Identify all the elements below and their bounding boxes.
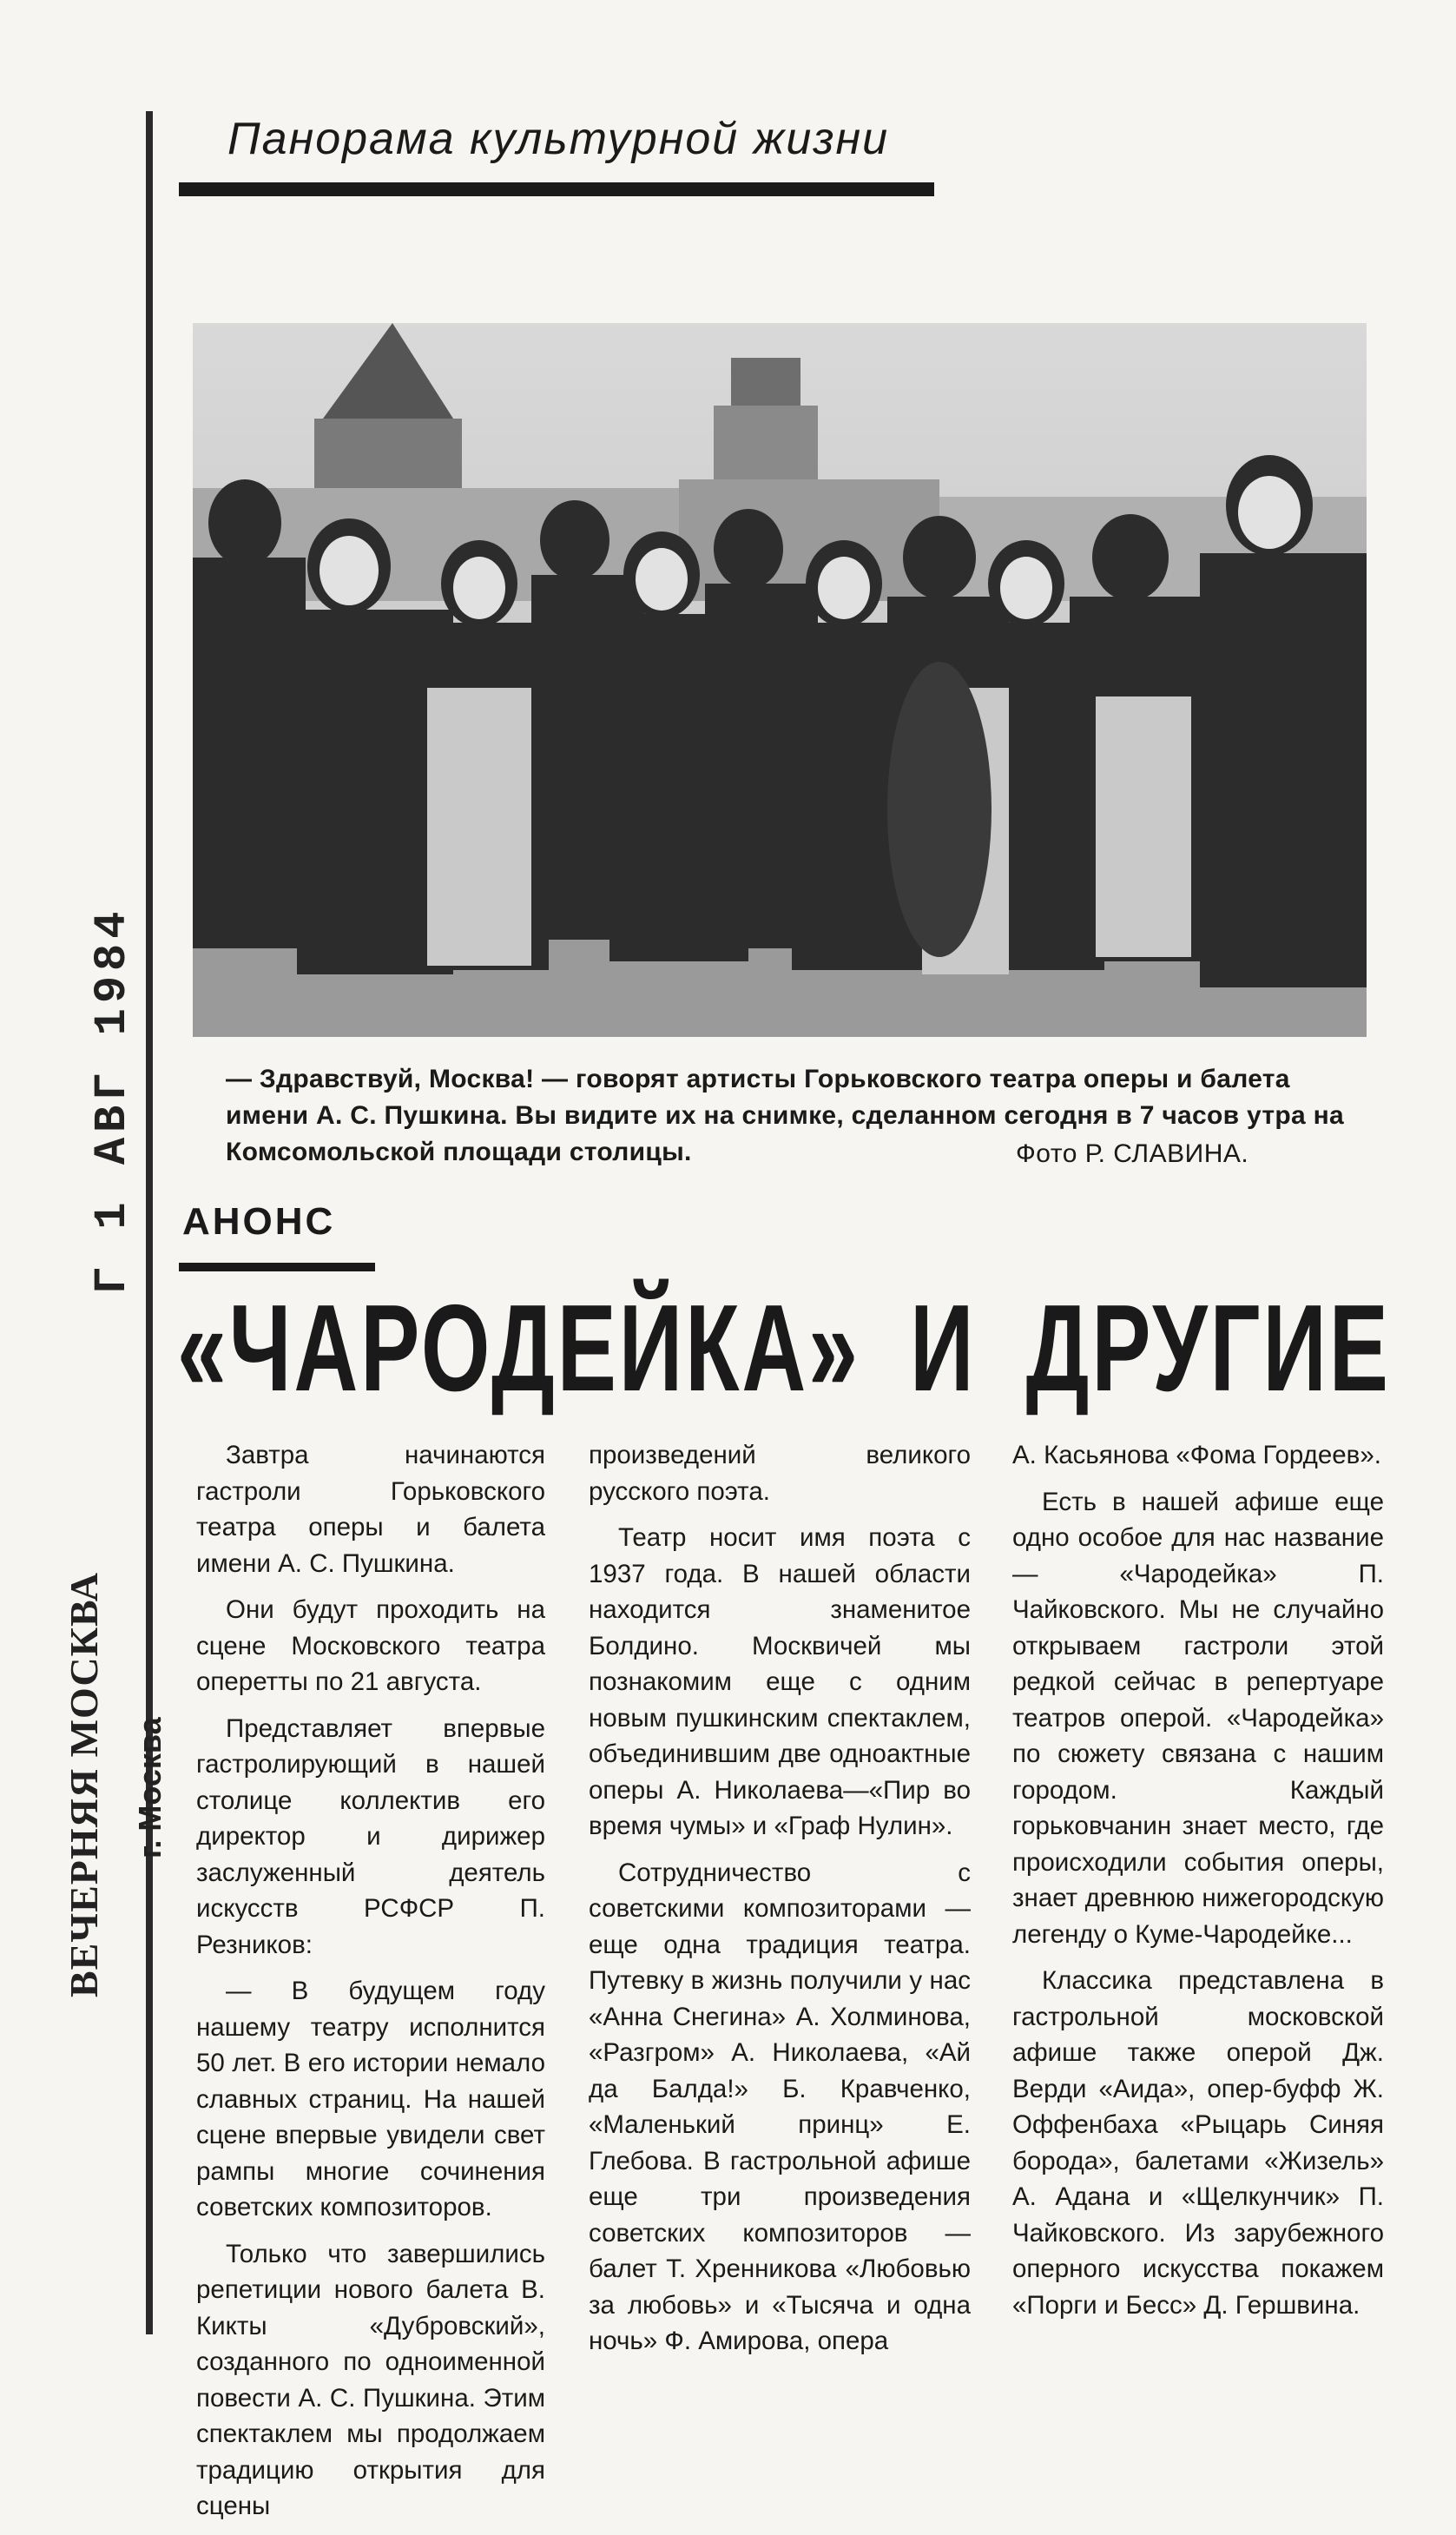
paragraph: Театр носит имя поэта с 1937 года. В нашей области находится знаменитое Болдино. Москвичей мы познакомим еще с одним новым пушкинским спектаклем, объединившим две одноактные оперы А. Николаева—«Пир во время чумы» и «Граф Нулин».	[589, 1523, 971, 1840]
paragraph: Завтра начинаются гастроли Горьковского театра оперы и балета имени А. С. Пушкина.	[196, 1441, 545, 1578]
section-rubric: Панорама культурной жизни	[227, 114, 890, 164]
paragraph: Они будут проходить на сцене Московского театра оперетты по 21 августа.	[196, 1595, 545, 1696]
kicker-underline	[179, 1263, 375, 1271]
rubric-underline	[179, 182, 934, 196]
paragraph: Есть в нашей афише еще одно особое для нас название — «Чародейка» П. Чайковского. Мы не случайно открываем гастроли этой редкой сейчас в репертуаре театров оперой. «Чародейка» по сюжету связана с нашим городом. Каждый горьковчанин знает место, где происходили события оперы, знает древнюю нижегородскую легенду о Куме-Чародейке...	[1012, 1487, 1384, 1949]
photo-caption: — Здравствуй, Москва! — говорят артисты Горьковского театра оперы и балета имени А. С. Пушкина. Вы видите их на снимке, сделанном сегодня в 7 часов утра на Комсомольской площади столицы.	[226, 1065, 1345, 1166]
paragraph: Представляет впервые гастролирующий в нашей столице коллектив его директор и дирижер заслуженный деятель искусств РСФСР П. Резников:	[196, 1713, 545, 1959]
article-headline: «ЧАРОДЕЙКА» И ДРУГИЕ	[177, 1279, 1391, 1417]
paragraph: произведений великого русского поэта.	[589, 1441, 971, 1506]
group-photo	[193, 323, 1367, 1037]
stamp-newspaper: ВЕЧЕРНЯЯ МОСКВА	[62, 1572, 106, 1997]
paragraph: — В будущем году нашему театру исполнится 50 лет. В его истории немало славных страниц. На нашей сцене впервые увидели свет рампы многие сочинения советских композиторов.	[196, 1977, 545, 2221]
article-column-3	[1012, 1437, 1384, 2334]
clipping-edge	[146, 111, 153, 2334]
paragraph: А. Касьянова «Фома Гордеев».	[1012, 1441, 1381, 1469]
article-kicker: АНОНС	[182, 1200, 336, 1243]
paragraph: Классика представлена в гастрольной московской афише также оперой Дж. Верди «Аида», опер-буфф Ж. Оффенбаха «Рыцарь Синяя борода», балетами «Жизель» А. Адана и «Щелкунчик» П. Чайковского. Из зарубежного оперного искусства покажем «Порги и Бесс» Д. Гершвина.	[1012, 1966, 1384, 2320]
article-column-1	[196, 1437, 545, 2535]
paragraph: Сотрудничество с советскими композиторами — еще одна традиция театра. Путевку в жизнь получили у нас «Анна Снегина» А. Холминова, «Разгром» А. Николаева, «Ай да Балда!» Б. Кравченко, «Маленький принц» Е. Глебова. В гастрольной афише еще три произведения советских композиторов — балет Т. Хренникова «Любовью за любовь» и «Тысяча и одна ночь» Ф. Амирова, опера	[589, 1858, 971, 2355]
stamp-city: г. Москва	[132, 1717, 168, 1858]
photo-credit: Фото Р. СЛАВИНА.	[1016, 1139, 1249, 1168]
stamp-date: Г 1 АВГ 1984	[87, 906, 138, 1294]
paragraph: Только что завершились репетиции нового балета В. Кикты «Дубровский», созданного по одноименной повести А. С. Пушкина. Этим спектаклем мы продолжаем традицию открытия для сцены	[196, 2239, 545, 2520]
source-stamp	[61, 906, 168, 1998]
article-column-2	[589, 1437, 971, 2370]
photo-illustration	[193, 323, 1367, 1037]
